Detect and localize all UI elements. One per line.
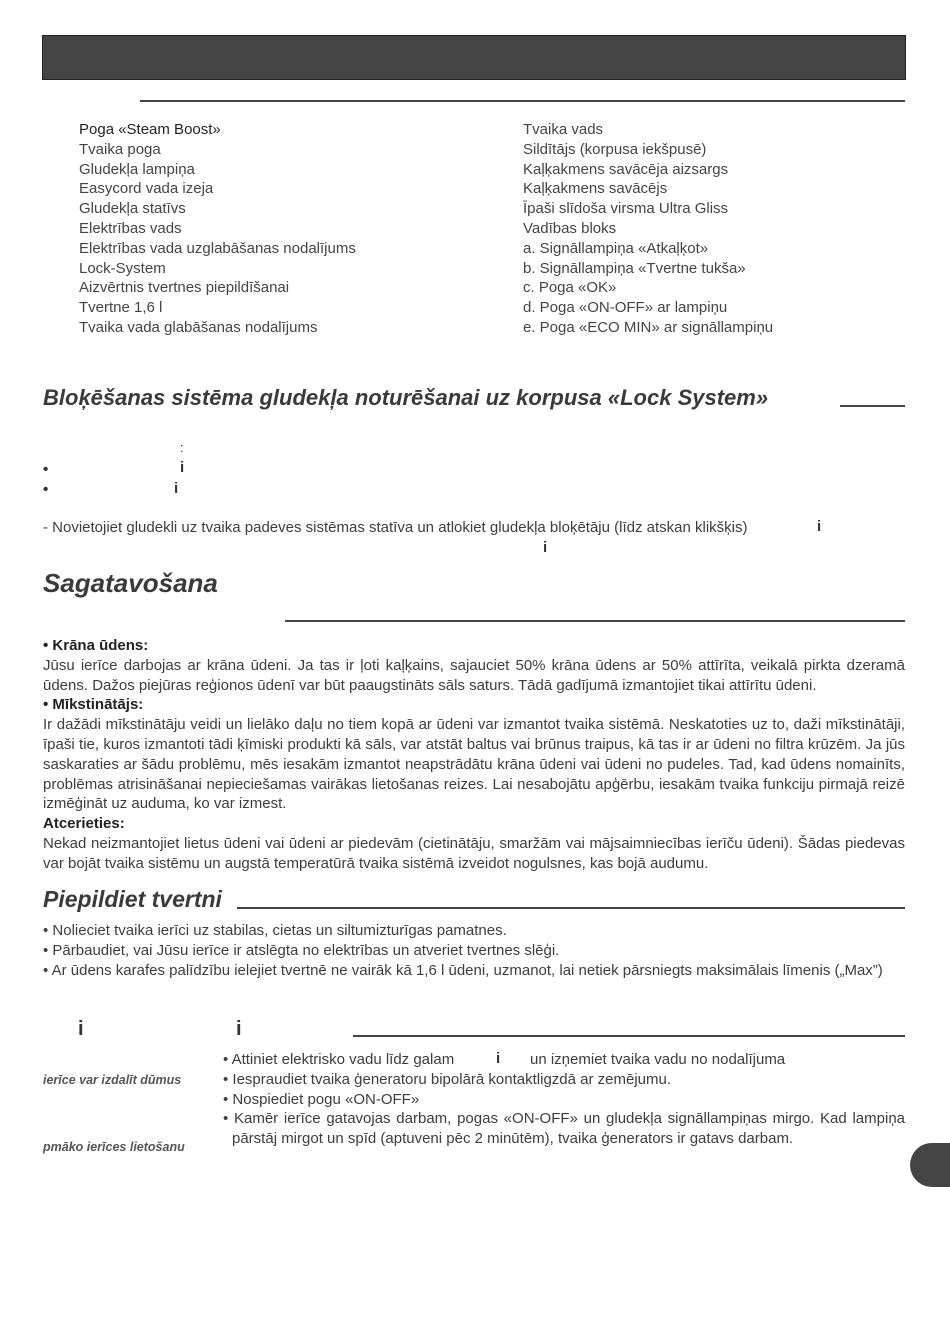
list-item: Lock-System — [79, 259, 166, 277]
info-icon: i — [543, 539, 548, 556]
switch-on-rule — [353, 1035, 905, 1037]
list-item: Poga «Steam Boost» — [79, 121, 221, 138]
preparation-rule — [285, 620, 905, 622]
list-item: Aizvērtnis tvertnes piepildīšanai — [79, 279, 290, 297]
side-note: pmāko ierīces lietošanu — [43, 1140, 185, 1154]
list-item: Kaļķakmens savācēja aizsargs — [523, 160, 729, 178]
info-icon: i — [817, 518, 822, 535]
info-icon: i — [78, 1018, 84, 1040]
info-icon: i — [180, 459, 185, 476]
list-item: Sildītājs (korpusa iekšpusē) — [523, 140, 707, 158]
switch-on-item: • Kamēr ierīce gatavojas darbam, pogas «ON-OFF» un gludekļa signāllampiņas mirgo. Kad lampiņa pārstāj mirgot un spīd (aptuveni pēc 2 minūtēm), tvaika ģenerators ir gatavs darbam. — [223, 1110, 905, 1147]
header-bar — [42, 35, 906, 80]
switch-on-item: • Nospiediet pogu «ON-OFF» — [223, 1091, 420, 1108]
list-item: Īpaši slīdoša virsma Ultra Gliss — [523, 200, 729, 218]
info-icon: i — [236, 1018, 242, 1040]
tap-water-text: Jūsu ierīce darbojas ar krāna ūdeni. Ja tas ir ļoti kaļķains, sajauciet 50% krāna ūdens ar 50% attīrīta, veikalā pirkta dzeramā ūdens. Dažos piejūras reģionos ūdenī var būt paaugstināts sāls saturs. Tādā gadījumā izmantojiet tikai attīrītu ūdeni. — [43, 656, 905, 694]
list-item: Vadības bloks — [523, 219, 617, 237]
list-item: Elektrības vads — [79, 219, 182, 237]
fill-tank-list — [43, 921, 905, 980]
side-note: ierīce var izdalīt dūmus — [43, 1073, 182, 1087]
lock-heading-rule — [840, 405, 905, 407]
lock-system-heading: Bloķēšanas sistēma gludekļa noturēšanai uz korpusa «Lock System» — [43, 385, 769, 410]
list-item: a. Signāllampiņa «Atkaļķot» — [523, 239, 709, 257]
bullet: • — [43, 481, 49, 498]
list-item: c. Poga «OK» — [523, 279, 617, 297]
list-item: Kaļķakmens savācējs — [523, 180, 668, 198]
fill-tank-rule — [237, 907, 905, 909]
switch-on-item: • Iespraudiet tvaika ģeneratoru bipolārā kontaktligzdā ar zemējumu. — [223, 1071, 672, 1088]
parts-list-right — [523, 120, 773, 338]
list-item: Gludekļa statīvs — [79, 200, 186, 218]
list-item: Gludekļa lampiņa — [79, 160, 195, 178]
list-item: • Nolieciet tvaika ierīci uz stabilas, cietas un siltumizturīgas pamatnes. — [43, 922, 507, 939]
softener-label: • Mīkstinātājs: — [43, 696, 144, 714]
remember-text: Nekad neizmantojiet lietus ūdeni vai ūdeni ar piedevām (cietinātāju, smaržām vai mājsaimniecības ierīču ūdeni). Šādas piedevas var bojāt tvaika sistēmu un augstā temperatūrā tvaika sistēmā izveidot nogulsnes, kas bojā audumu. — [43, 834, 905, 872]
lock-colon: : — [180, 440, 184, 455]
preparation-body — [43, 636, 905, 874]
list-item: • Ar ūdens karafes palīdzību ielejiet tvertnē ne vairāk kā 1,6 l ūdeni, uzmanot, lai netiek pārsniegts maksimālais līmenis („Max”) — [43, 961, 883, 979]
list-item: Easycord vada izeja — [79, 180, 214, 198]
fill-tank-heading: Piepildiet tvertni — [43, 886, 222, 912]
header-rule — [140, 100, 905, 102]
page-tab — [910, 1143, 950, 1187]
lock-instruction: - Novietojiet gludekli uz tvaika padeves sistēmas statīva un atlokiet gludekļa bloķētāju (līdz atskan klikšķis) — [43, 519, 748, 536]
switch-on-item: un izņemiet tvaika vadu no nodalījuma — [530, 1051, 786, 1068]
remember-label: Atcerieties: — [43, 815, 125, 833]
list-item: Tvaika vads — [523, 121, 604, 138]
list-item: • Pārbaudiet, vai Jūsu ierīce ir atslēgta no elektrības un atveriet tvertnes slēģi. — [43, 941, 560, 959]
list-item: e. Poga «ECO MIN» ar signāllampiņu — [523, 318, 774, 336]
list-item: Elektrības vada uzglabāšanas nodalījums — [79, 239, 356, 257]
list-item: Tvaika vada glabāšanas nodalījums — [79, 318, 318, 336]
softener-text: Ir dažādi mīkstinātāju veidi un lielāko daļu no tiem kopā ar ūdeni var izmantot tvaika sistēmā. Neskatoties uz to, daži mīkstinātāji, īpaši tie, kuros izmantoti tādi ķīmiski produkti kā sāls, var atstāt baltus vai brūnus traipus, kā tas ir ar ūdeni no filtra krūzēm. Ja jūs saskaraties ar šādu problēmu, mēs iesakām izmantot neapstrādātu krāna ūdeni vai ūdeni no pudeles. Tad, kad ūdens nomainīts, problēmas atrisināšanai nepieciešamas vairākas lietošanas reizes. Lai nesabojātu apģērbu, iesakām tvaika funkciju pirmajā reizē izmēģināt uz auduma, ko var izmest. — [43, 716, 905, 813]
parts-list-left — [79, 120, 356, 338]
list-item: Tvertne 1,6 l — [79, 299, 163, 317]
list-item: Tvaika poga — [79, 140, 161, 158]
info-icon: i — [174, 480, 179, 497]
bullet: • — [43, 461, 49, 478]
preparation-heading: Sagatavošana — [43, 568, 218, 598]
list-item: b. Signāllampiņa «Tvertne tukša» — [523, 259, 746, 277]
tap-water-label: • Krāna ūdens: — [43, 637, 149, 654]
list-item: d. Poga «ON-OFF» ar lampiņu — [523, 299, 728, 317]
switch-on-item: • Attiniet elektrisko vadu līdz galam — [223, 1051, 455, 1068]
info-icon: i — [496, 1050, 501, 1067]
